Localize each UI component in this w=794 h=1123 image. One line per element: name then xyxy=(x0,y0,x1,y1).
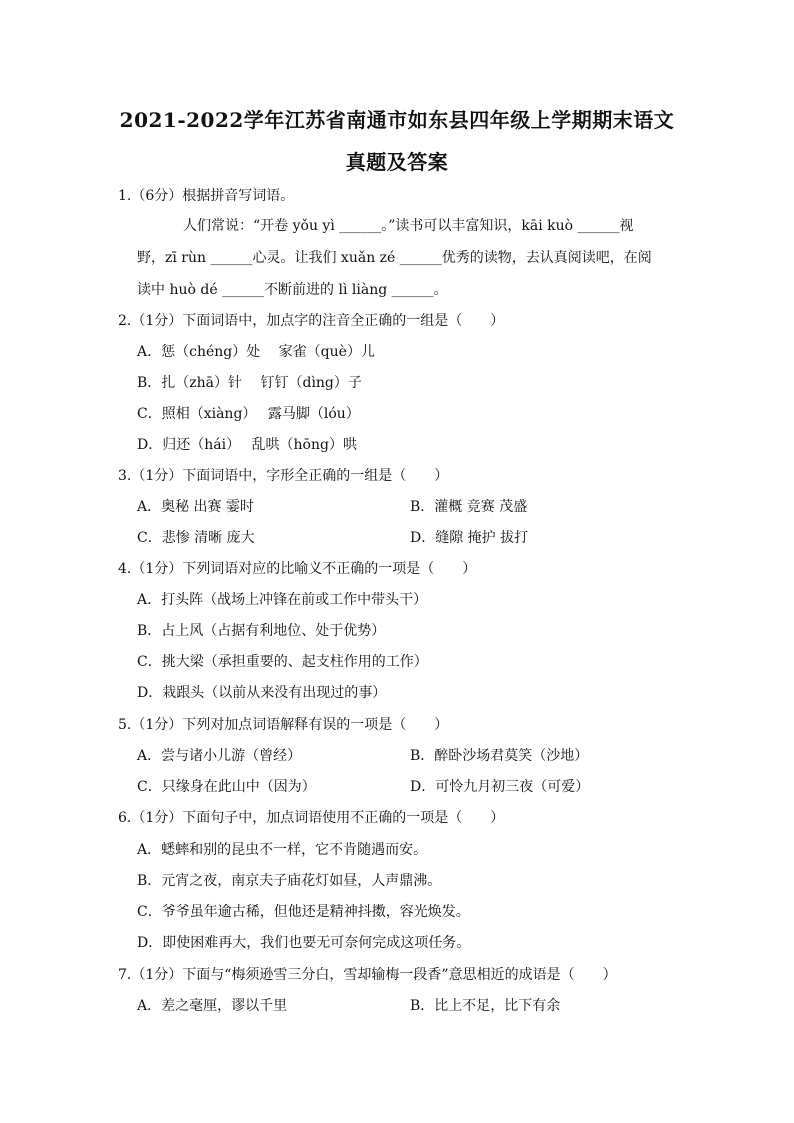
question-2-option-b: B．扎（zhā）针 钉钉（dìng）子 xyxy=(137,375,362,391)
question-6-option-d: D．即使困难再大，我们也要无可奈何完成这项任务。 xyxy=(137,935,471,951)
question-4-option-b: B．占上风（占据有利地位、处于优势） xyxy=(137,623,386,639)
question-6-stem: 6.（1分）下面句子中，加点词语使用不正确的一项是（ ） xyxy=(118,810,505,826)
question-6-option-c: C．爷爷虽年逾古稀，但他还是精神抖擞，容光焕发。 xyxy=(137,904,470,920)
question-7-stem: 7.（1分）下面与“梅须逊雪三分白，雪却输梅一段香”意思相近的成语是（ ） xyxy=(118,967,617,983)
question-5-option-c: C．只缘身在此山中（因为） xyxy=(137,779,316,795)
question-5-option-d: D．可怜九月初三夜（可爱） xyxy=(410,779,590,795)
question-2-option-d: D．归还（hái） 乱哄（hōng）哄 xyxy=(137,437,357,453)
question-4-option-d: D．栽跟头（以前从来没有出现过的事） xyxy=(137,685,387,701)
question-3-option-a: A．奥秘 出赛 霎时 xyxy=(137,499,255,515)
document-title-line-1: 2021-2022学年江苏省南通市如东县四年级上学期期末语文 xyxy=(119,108,675,132)
question-6-option-b: B．元宵之夜，南京夫子庙花灯如昼，人声鼎沸。 xyxy=(137,873,442,889)
question-5-option-b: B．醉卧沙场君莫笑（沙地） xyxy=(410,748,589,764)
question-3-stem: 3.（1分）下面词语中，字形全正确的一组是（ ） xyxy=(118,468,449,484)
question-3-option-b: B．灌概 竞赛 茂盛 xyxy=(410,499,528,515)
question-2-stem: 2.（1分）下面词语中，加点字的注音全正确的一组是（ ） xyxy=(118,313,505,329)
question-6-option-a: A．蟋蟀和别的昆虫不一样，它不肯随遇而安。 xyxy=(137,842,428,858)
question-1-stem: 1.（6分）根据拼音写词语。 xyxy=(118,188,295,204)
question-3-option-d: D．缝隙 掩护 拔打 xyxy=(410,530,529,546)
document-title-line-2: 真题及答案 xyxy=(345,150,449,174)
question-4-option-c: C．挑大梁（承担重要的、起支柱作用的工作） xyxy=(137,654,428,670)
question-5-stem: 5.（1分）下列对加点词语解释有误的一项是（ ） xyxy=(118,717,449,733)
question-3-option-c: C．悲惨 清晰 庞大 xyxy=(137,530,255,546)
question-1-line-3: 读中 huò dé ______不断前进的 lì liàng ______。 xyxy=(137,282,448,298)
question-5-option-a: A．尝与诸小儿游（曾经） xyxy=(137,748,302,764)
question-1-line-1: 人们常说：“开卷 yǒu yì ______。”读书可以丰富知识，kāi kuò ______视 xyxy=(183,218,634,234)
question-4-stem: 4.（1分）下列词语对应的比喻义不正确的一项是（ ） xyxy=(118,561,477,577)
question-4-option-a: A．打头阵（战场上冲锋在前或工作中带头干） xyxy=(137,592,428,608)
question-2-option-c: C．照相（xiàng） 露马脚（lóu） xyxy=(137,406,360,422)
question-1-line-2: 野，zī rùn ______心灵。让我们 xuǎn zé ______优秀的读物，去认真阅读吧，在阅 xyxy=(137,250,652,266)
question-2-option-a: A．惩（chéng）处 家雀（què）儿 xyxy=(137,344,375,360)
question-7-option-b: B．比上不足，比下有余 xyxy=(410,998,561,1014)
question-7-option-a: A．差之毫厘，谬以千里 xyxy=(137,998,288,1014)
